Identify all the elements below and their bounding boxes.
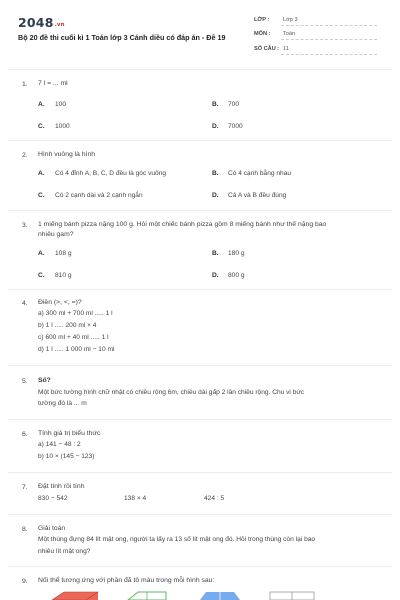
calc-item: 424 : 5	[204, 495, 225, 502]
question-divider	[8, 140, 392, 141]
sub-item: c) 600 ml + 40 ml ..... 1 l	[38, 334, 109, 341]
option-key: B.	[212, 101, 219, 108]
option-key: B.	[212, 250, 219, 257]
meta-label-count: SỐ CÂU :	[254, 46, 280, 52]
sub-item: b) 10 × (145 − 123)	[38, 453, 95, 460]
shape-prism-blue	[200, 592, 240, 600]
question-body-line: tường đó là ... m	[38, 400, 87, 407]
option-key: B.	[212, 170, 219, 177]
question-number: 2.	[22, 152, 28, 159]
site-logo[interactable]	[18, 15, 65, 30]
question-number: 1.	[22, 81, 28, 88]
sub-item: d) 1 l ..... 1 000 ml − 10 ml	[38, 346, 115, 353]
meta-value-grade: Lớp 3	[283, 17, 298, 23]
question-divider	[8, 365, 392, 366]
question-text-line: nhiêu gam?	[38, 231, 74, 238]
calc-item: 138 × 4	[124, 495, 147, 502]
question-body-line: nhiêu lít mật ong?	[38, 548, 91, 555]
question-number: 7.	[22, 484, 28, 491]
question-text: Hình vuông là hình	[38, 151, 96, 158]
question-text: 7 l = ... ml	[38, 80, 68, 87]
option-key: C.	[38, 123, 45, 130]
question-divider	[8, 514, 392, 515]
option-b[interactable]: 180 g	[228, 250, 245, 257]
meta-divider	[281, 54, 377, 55]
question-text-line: 1 miếng bánh pizza nặng 100 g. Hỏi một chiếc bánh pizza gồm 8 miếng bánh như thế nặng bao	[38, 221, 327, 228]
meta-label-grade: LỚP :	[254, 17, 270, 23]
option-c[interactable]: 1000	[55, 123, 70, 130]
option-d[interactable]: 7000	[228, 123, 243, 130]
meta-label-subject: MÔN :	[254, 31, 271, 37]
meta-value-subject: Toán	[283, 31, 296, 37]
question-number: 3.	[22, 222, 28, 229]
option-key: A.	[38, 101, 45, 108]
shape-prism-green	[128, 592, 166, 600]
option-a[interactable]: 108 g	[55, 250, 72, 257]
question-divider	[8, 419, 392, 420]
option-b[interactable]: Có 4 cạnh bằng nhau	[228, 170, 292, 177]
fraction-shapes-figure	[0, 586, 400, 600]
logo-suffix: .vn	[54, 22, 65, 28]
sub-item: a) 141 − 48 : 2	[38, 441, 81, 448]
option-d[interactable]: 800 g	[228, 272, 245, 279]
question-divider	[8, 289, 392, 290]
meta-value-count: 11	[283, 46, 289, 52]
page-title: Bộ 20 đề thi cuối kì 1 Toán lớp 3 Cánh diều có đáp án - Đề 19	[18, 33, 226, 42]
option-c[interactable]: 810 g	[55, 272, 72, 279]
calc-item: 830 − 542	[38, 495, 68, 502]
question-text: Điền (>, <, =)?	[38, 299, 82, 306]
header-divider	[8, 69, 392, 70]
option-key: A.	[38, 250, 45, 257]
question-divider	[8, 210, 392, 211]
option-c[interactable]: Có 2 cạnh dài và 2 cạnh ngắn	[55, 192, 143, 199]
shape-rectangle-outline	[270, 592, 314, 600]
question-number: 5.	[22, 378, 28, 385]
option-b[interactable]: 700	[228, 101, 240, 108]
option-d[interactable]: Cả A và B đều đúng	[228, 192, 287, 199]
question-number: 6.	[22, 431, 28, 438]
question-text: Đặt tính rồi tính	[38, 483, 85, 490]
sub-item: a) 300 ml + 700 ml ..... 1 l	[38, 310, 113, 317]
question-text: Nối thể tương ứng với phần đã tô màu trong mỗi hình sau:	[38, 577, 215, 584]
option-key: D.	[212, 272, 219, 279]
meta-divider	[281, 25, 377, 26]
question-text: Tính giá trị biểu thức	[38, 430, 101, 437]
question-text: Số?	[38, 377, 51, 384]
option-key: D.	[212, 192, 219, 199]
question-number: 8.	[22, 526, 28, 533]
question-text: Giải toán	[38, 525, 66, 532]
option-a[interactable]: 100	[55, 101, 67, 108]
option-a[interactable]: Có 4 đỉnh A, B, C, D đều là góc vuông	[55, 170, 167, 177]
option-key: C.	[38, 192, 45, 199]
meta-divider	[281, 39, 377, 40]
question-divider	[8, 472, 392, 473]
shape-prism-red	[52, 592, 98, 600]
question-body-line: Một bức tường hình chữ nhật có chiều rộng 6m, chiều dài gấp 2 lần chiều rộng. Chu vi bức	[38, 389, 305, 396]
logo-text: 2048	[18, 15, 54, 30]
sub-item: b) 1 l ..... 200 ml × 4	[38, 322, 97, 329]
question-body-line: Một thùng đựng 84 lít mật ong, người ta lấy ra 13 số lít mật ong đó. Hỏi trong thùng còn lại bao	[38, 536, 316, 543]
question-number: 9.	[22, 578, 28, 585]
option-key: D.	[212, 123, 219, 130]
option-key: C.	[38, 272, 45, 279]
question-divider	[8, 566, 392, 567]
question-number: 4.	[22, 300, 28, 307]
option-key: A.	[38, 170, 45, 177]
